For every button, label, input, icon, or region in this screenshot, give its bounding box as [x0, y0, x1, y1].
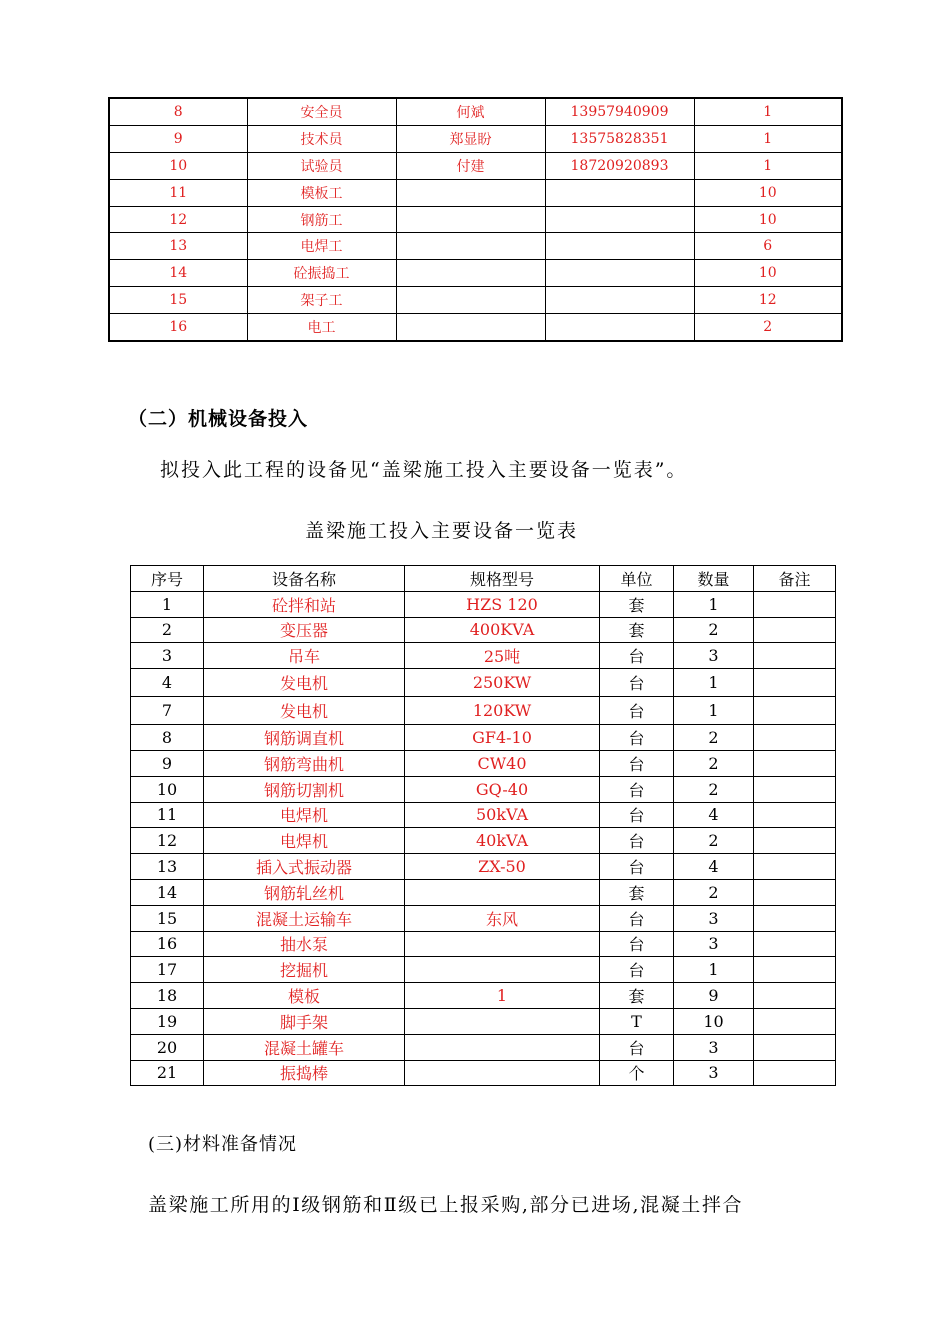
table-row: [131, 669, 836, 697]
equipment-cell-qty: 2: [674, 879, 754, 905]
equipment-cell-unit: 台: [600, 1034, 674, 1060]
personnel-cell-no: 9: [109, 125, 247, 152]
equipment-cell-spec: [405, 1008, 600, 1034]
equipment-cell-note: [754, 617, 836, 643]
equipment-cell-qty: 10: [674, 1008, 754, 1034]
equipment-cell-no: 7: [131, 697, 204, 725]
equipment-cell-unit: 套: [600, 591, 674, 617]
equipment-cell-no: 17: [131, 957, 204, 983]
equipment-cell-no: 21: [131, 1060, 204, 1086]
header-cell-spec: 规格型号: [405, 566, 600, 592]
equipment-cell-name: 钢筋切割机: [204, 776, 405, 802]
personnel-cell-phone: [545, 206, 694, 233]
equipment-cell-name: 电焊机: [204, 828, 405, 854]
table-row: [131, 931, 836, 957]
equipment-cell-qty: 2: [674, 776, 754, 802]
table-row: [131, 879, 836, 905]
equipment-cell-unit: 台: [600, 854, 674, 880]
equipment-header-row: [131, 566, 836, 592]
personnel-cell-no: 13: [109, 233, 247, 260]
equipment-cell-qty: 4: [674, 802, 754, 828]
equipment-cell-spec: 250KW: [405, 669, 600, 697]
equipment-cell-spec: [405, 931, 600, 957]
personnel-cell-phone: [545, 287, 694, 314]
equipment-cell-spec: ZX-50: [405, 854, 600, 880]
table-row: [109, 287, 842, 314]
equipment-cell-note: [754, 828, 836, 854]
equipment-cell-qty: 1: [674, 669, 754, 697]
equipment-cell-no: 4: [131, 669, 204, 697]
equipment-cell-note: [754, 905, 836, 931]
personnel-cell-phone: [545, 314, 694, 341]
header-cell-qty: 数量: [674, 566, 754, 592]
header-cell-note: 备注: [754, 566, 836, 592]
equipment-cell-note: [754, 931, 836, 957]
equipment-cell-qty: 4: [674, 854, 754, 880]
equipment-cell-note: [754, 983, 836, 1009]
equipment-cell-spec: [405, 1034, 600, 1060]
equipment-cell-no: 1: [131, 591, 204, 617]
personnel-cell-phone: [545, 260, 694, 287]
equipment-cell-spec: 东风: [405, 905, 600, 931]
table-row: [131, 957, 836, 983]
personnel-cell-phone: 13575828351: [545, 125, 694, 152]
equipment-cell-unit: 台: [600, 931, 674, 957]
table-row: [131, 1060, 836, 1086]
table-row: [131, 697, 836, 725]
table-row: [131, 750, 836, 776]
equipment-cell-qty: 2: [674, 617, 754, 643]
personnel-cell-no: 15: [109, 287, 247, 314]
equipment-cell-spec: 50kVA: [405, 802, 600, 828]
equipment-cell-note: [754, 879, 836, 905]
equipment-cell-spec: [405, 1060, 600, 1086]
equipment-cell-qty: 1: [674, 591, 754, 617]
equipment-cell-no: 9: [131, 750, 204, 776]
personnel-cell-phone: [545, 233, 694, 260]
personnel-cell-role: 电焊工: [247, 233, 396, 260]
equipment-cell-name: 振捣棒: [204, 1060, 405, 1086]
personnel-cell-count: 10: [694, 179, 842, 206]
personnel-cell-role: 钢筋工: [247, 206, 396, 233]
personnel-cell-count: 6: [694, 233, 842, 260]
equipment-cell-note: [754, 697, 836, 725]
equipment-cell-name: 变压器: [204, 617, 405, 643]
equipment-cell-spec: [405, 957, 600, 983]
table-row: [109, 260, 842, 287]
equipment-cell-unit: 台: [600, 776, 674, 802]
equipment-cell-name: 钢筋轧丝机: [204, 879, 405, 905]
equipment-cell-no: 2: [131, 617, 204, 643]
equipment-cell-no: 15: [131, 905, 204, 931]
equipment-cell-spec: [405, 879, 600, 905]
equipment-cell-unit: T: [600, 1008, 674, 1034]
table-row: [131, 1034, 836, 1060]
table-row: [131, 725, 836, 751]
personnel-cell-name: 何斌: [396, 98, 545, 125]
equipment-table-title: 盖梁施工投入主要设备一览表: [305, 520, 579, 542]
personnel-table-body: [109, 98, 842, 341]
personnel-cell-no: 16: [109, 314, 247, 341]
equipment-cell-name: 发电机: [204, 697, 405, 725]
equipment-cell-name: 钢筋弯曲机: [204, 750, 405, 776]
equipment-cell-name: 吊车: [204, 643, 405, 669]
personnel-cell-name: [396, 206, 545, 233]
equipment-cell-unit: 套: [600, 983, 674, 1009]
equipment-cell-no: 3: [131, 643, 204, 669]
personnel-cell-count: 12: [694, 287, 842, 314]
equipment-cell-qty: 2: [674, 725, 754, 751]
header-cell-unit: 单位: [600, 566, 674, 592]
section2-heading: （二）机械设备投入: [128, 408, 309, 430]
equipment-cell-no: 8: [131, 725, 204, 751]
equipment-cell-note: [754, 1034, 836, 1060]
equipment-cell-spec: 1: [405, 983, 600, 1009]
personnel-cell-phone: [545, 179, 694, 206]
equipment-cell-unit: 台: [600, 802, 674, 828]
personnel-cell-name: [396, 314, 545, 341]
equipment-cell-unit: 套: [600, 879, 674, 905]
personnel-cell-no: 11: [109, 179, 247, 206]
equipment-cell-unit: 台: [600, 957, 674, 983]
personnel-cell-role: 技术员: [247, 125, 396, 152]
equipment-cell-spec: 25吨: [405, 643, 600, 669]
personnel-cell-no: 14: [109, 260, 247, 287]
personnel-cell-role: 电工: [247, 314, 396, 341]
equipment-cell-note: [754, 776, 836, 802]
personnel-cell-role: 砼振捣工: [247, 260, 396, 287]
equipment-cell-name: 电焊机: [204, 802, 405, 828]
equipment-cell-qty: 1: [674, 697, 754, 725]
table-row: [131, 828, 836, 854]
equipment-cell-qty: 1: [674, 957, 754, 983]
equipment-cell-name: 抽水泵: [204, 931, 405, 957]
equipment-cell-spec: HZS 120: [405, 591, 600, 617]
personnel-cell-no: 8: [109, 98, 247, 125]
personnel-cell-count: 1: [694, 98, 842, 125]
equipment-cell-unit: 台: [600, 697, 674, 725]
personnel-cell-count: 1: [694, 152, 842, 179]
equipment-cell-no: 16: [131, 931, 204, 957]
equipment-cell-qty: 2: [674, 828, 754, 854]
equipment-table-body: [131, 591, 836, 1086]
equipment-cell-unit: 台: [600, 643, 674, 669]
equipment-cell-qty: 3: [674, 1034, 754, 1060]
equipment-cell-unit: 台: [600, 828, 674, 854]
personnel-cell-role: 试验员: [247, 152, 396, 179]
equipment-cell-name: 混凝土罐车: [204, 1034, 405, 1060]
table-row: [109, 125, 842, 152]
equipment-cell-unit: 台: [600, 905, 674, 931]
personnel-cell-name: [396, 233, 545, 260]
table-row: [131, 1008, 836, 1034]
personnel-cell-phone: 18720920893: [545, 152, 694, 179]
equipment-cell-qty: 3: [674, 1060, 754, 1086]
personnel-cell-name: 郑显盼: [396, 125, 545, 152]
equipment-cell-spec: 400KVA: [405, 617, 600, 643]
personnel-cell-name: [396, 260, 545, 287]
equipment-cell-note: [754, 669, 836, 697]
equipment-cell-name: 混凝土运输车: [204, 905, 405, 931]
equipment-cell-no: 11: [131, 802, 204, 828]
equipment-cell-no: 12: [131, 828, 204, 854]
equipment-cell-no: 10: [131, 776, 204, 802]
header-cell-name: 设备名称: [204, 566, 405, 592]
equipment-cell-name: 插入式振动器: [204, 854, 405, 880]
equipment-cell-qty: 9: [674, 983, 754, 1009]
equipment-cell-spec: 120KW: [405, 697, 600, 725]
personnel-cell-phone: 13957940909: [545, 98, 694, 125]
personnel-cell-count: 10: [694, 206, 842, 233]
equipment-cell-note: [754, 957, 836, 983]
equipment-cell-name: 发电机: [204, 669, 405, 697]
equipment-cell-note: [754, 750, 836, 776]
equipment-cell-name: 砼拌和站: [204, 591, 405, 617]
equipment-cell-unit: 台: [600, 669, 674, 697]
equipment-cell-no: 13: [131, 854, 204, 880]
equipment-cell-unit: 台: [600, 725, 674, 751]
personnel-cell-count: 10: [694, 260, 842, 287]
equipment-cell-no: 20: [131, 1034, 204, 1060]
equipment-cell-note: [754, 725, 836, 751]
table-row: [109, 314, 842, 341]
equipment-cell-name: 模板: [204, 983, 405, 1009]
table-row: [109, 179, 842, 206]
table-row: [131, 905, 836, 931]
section3-heading: (三)材料准备情况: [148, 1134, 298, 1155]
equipment-cell-spec: CW40: [405, 750, 600, 776]
personnel-cell-count: 1: [694, 125, 842, 152]
table-row: [109, 233, 842, 260]
header-cell-no: 序号: [131, 566, 204, 592]
table-row: [131, 617, 836, 643]
equipment-cell-spec: GF4-10: [405, 725, 600, 751]
equipment-table: [130, 565, 836, 1086]
equipment-cell-unit: 台: [600, 750, 674, 776]
section3-text: 盖梁施工所用的Ⅰ级钢筋和Ⅱ级已上报采购,部分已进场,混凝土拌合: [148, 1194, 744, 1216]
table-row: [131, 591, 836, 617]
equipment-cell-qty: 3: [674, 905, 754, 931]
equipment-cell-spec: 40kVA: [405, 828, 600, 854]
equipment-cell-qty: 2: [674, 750, 754, 776]
equipment-cell-unit: 个: [600, 1060, 674, 1086]
equipment-cell-spec: GQ-40: [405, 776, 600, 802]
table-row: [131, 854, 836, 880]
equipment-cell-no: 19: [131, 1008, 204, 1034]
equipment-cell-no: 18: [131, 983, 204, 1009]
personnel-cell-role: 安全员: [247, 98, 396, 125]
section2-intro: 拟投入此工程的设备见“盖梁施工投入主要设备一览表”。: [160, 459, 688, 481]
table-row: [131, 983, 836, 1009]
table-row: [131, 776, 836, 802]
equipment-cell-qty: 3: [674, 643, 754, 669]
personnel-cell-no: 10: [109, 152, 247, 179]
personnel-cell-role: 架子工: [247, 287, 396, 314]
personnel-table: [108, 97, 843, 342]
equipment-cell-note: [754, 1008, 836, 1034]
personnel-cell-name: 付建: [396, 152, 545, 179]
equipment-cell-name: 脚手架: [204, 1008, 405, 1034]
personnel-cell-role: 模板工: [247, 179, 396, 206]
table-row: [109, 98, 842, 125]
equipment-cell-name: 挖掘机: [204, 957, 405, 983]
equipment-cell-qty: 3: [674, 931, 754, 957]
personnel-cell-name: [396, 179, 545, 206]
table-row: [109, 152, 842, 179]
table-row: [131, 802, 836, 828]
personnel-cell-no: 12: [109, 206, 247, 233]
equipment-cell-note: [754, 591, 836, 617]
personnel-cell-name: [396, 287, 545, 314]
equipment-cell-no: 14: [131, 879, 204, 905]
equipment-cell-note: [754, 1060, 836, 1086]
equipment-cell-unit: 套: [600, 617, 674, 643]
table-row: [131, 643, 836, 669]
personnel-cell-count: 2: [694, 314, 842, 341]
equipment-cell-name: 钢筋调直机: [204, 725, 405, 751]
table-row: [109, 206, 842, 233]
equipment-cell-note: [754, 802, 836, 828]
equipment-cell-note: [754, 643, 836, 669]
equipment-cell-note: [754, 854, 836, 880]
